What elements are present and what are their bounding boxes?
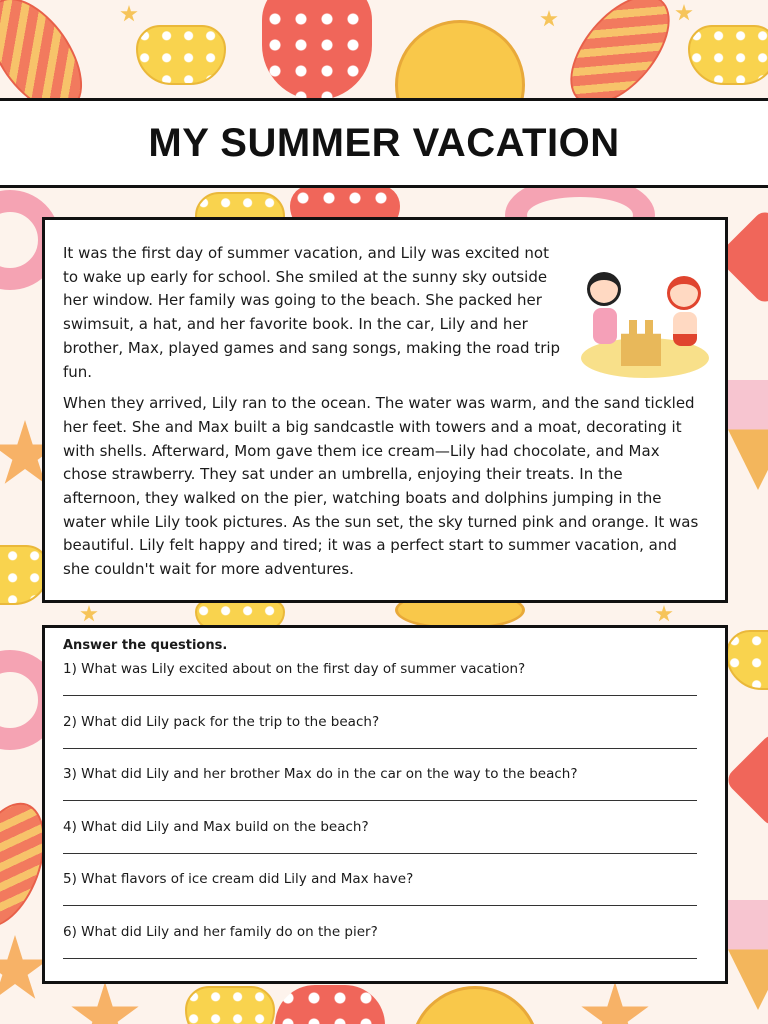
- answer-line[interactable]: [63, 951, 697, 959]
- star-icon: [120, 5, 138, 23]
- girl-figure-body: [593, 308, 617, 344]
- boy-figure: [667, 276, 701, 310]
- answer-line[interactable]: [63, 846, 697, 854]
- question-item: [63, 765, 705, 818]
- starfish-icon: [580, 982, 650, 1024]
- bikini-icon: [688, 25, 768, 85]
- answer-line[interactable]: [63, 688, 697, 696]
- kids-sandcastle-illustration: [573, 246, 711, 386]
- title-banner: [0, 98, 768, 188]
- question-text: 1) What was Lily excited about on the first day of summer vacation?: [63, 661, 526, 677]
- question-text: 5) What flavors of ice cream did Lily and Max have?: [63, 871, 414, 888]
- answer-line[interactable]: [63, 741, 697, 749]
- star-icon: [540, 10, 558, 28]
- bikini-icon: [185, 986, 275, 1024]
- star-icon: [80, 605, 98, 623]
- ice-cream-icon: [728, 380, 768, 490]
- star-icon: [655, 605, 673, 623]
- question-text: 2) What did Lily pack for the trip to the beach?: [63, 713, 380, 730]
- page-title: MY SUMMER VACATION: [148, 120, 620, 165]
- ice-cream-icon: [728, 900, 768, 1010]
- swimsuit-icon: [262, 0, 372, 100]
- question-item: [63, 870, 705, 923]
- question-item: [63, 660, 705, 713]
- question-text: 6) What did Lily and her family do on the pier?: [63, 923, 378, 940]
- question-item: [63, 713, 705, 766]
- questions-heading: Answer the questions.: [63, 638, 228, 653]
- boy-figure-body: [673, 312, 697, 346]
- swimsuit-icon: [275, 985, 385, 1024]
- question-text: 3) What did Lily and her brother Max do in the car on the way to the beach?: [63, 766, 578, 783]
- heart-sunglasses-icon: [724, 731, 768, 830]
- story-passage: [42, 217, 728, 603]
- answer-line[interactable]: [63, 898, 697, 906]
- starfish-icon: [70, 982, 140, 1024]
- story-paragraph-1: It was the first day of summer vacation, and Lily was excited not to wake up early for school. She smiled at the sunny sky outside her window. Her family was going to the beach. She packed her swimsuit, a hat, and her favorite book. In the car, Lily and her brother, Max, played games and sang songs, making the road trip fun.: [63, 244, 561, 381]
- answer-line[interactable]: [63, 793, 697, 801]
- questions-section: [42, 625, 728, 984]
- story-paragraph-2: When they arrived, Lily ran to the ocean. The water was warm, and the sand tickled her feet. She and Max built a big sandcastle with towers and a moat, decorating it with shells. Afterward, Mom gave them ice cream—Lily had chocolate, and Max chose strawberry. They sat under an umbrella, enjoying their treats. In the afternoon, they walked on the pier, watching boats and dolphins jumping in the water while Lily took pictures. As the sun set, the sky turned pink and orange. It was beautiful. Lily felt happy and tired; it was a perfect start to summer vacation, and she couldn't wait for more adventures.: [63, 394, 699, 579]
- star-icon: [675, 4, 693, 22]
- girl-figure: [587, 272, 621, 306]
- question-item: [63, 923, 705, 976]
- question-item: [63, 818, 705, 871]
- sandcastle-icon: [621, 320, 661, 366]
- bikini-icon: [726, 630, 768, 690]
- sun-face-icon: [410, 986, 540, 1024]
- question-text: 4) What did Lily and Max build on the beach?: [63, 818, 369, 835]
- bikini-icon: [136, 25, 226, 85]
